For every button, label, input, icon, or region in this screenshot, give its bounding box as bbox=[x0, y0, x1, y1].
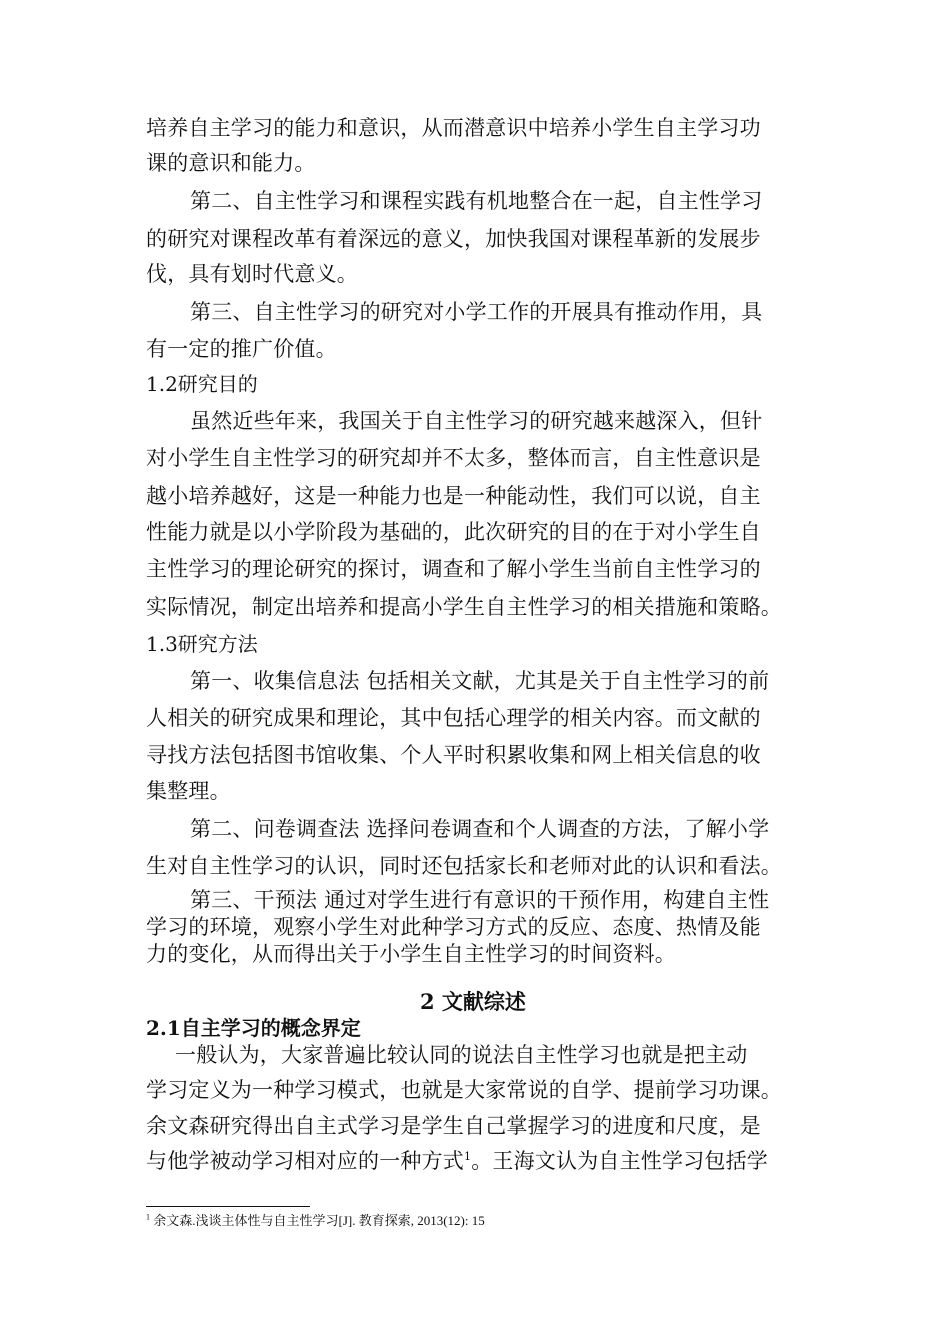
paragraph-line: 学习定义为一种学习模式，也就是大家常说的自学、提前学习功课。 bbox=[146, 1078, 782, 1102]
paragraph-line: 主性学习的理论研究的探讨，调查和了解小学生当前自主性学习的 bbox=[146, 557, 761, 581]
paragraph-line: 余文森研究得出自主式学习是学生自己掌握学习的进度和尺度，是 bbox=[146, 1114, 761, 1138]
paragraph-line: 寻找方法包括图书馆收集、个人平时积累收集和网上相关信息的收 bbox=[146, 743, 761, 767]
paragraph-line: 的研究对课程改革有着深远的意义，加快我国对课程革新的发展步 bbox=[146, 227, 761, 251]
paragraph-line: 课的意识和能力。 bbox=[146, 151, 316, 175]
paragraph-text: 与他学被动学习相对应的一种方式 bbox=[146, 1149, 464, 1173]
paragraph-line: 第一、收集信息法 包括相关文献，尤其是关于自主性学习的前 bbox=[190, 669, 770, 693]
paragraph-line: 第三、干预法 通过对学生进行有意识的干预作用，构建自主性 bbox=[190, 888, 770, 912]
paragraph-line: 对小学生自主性学习的研究却并不太多，整体而言，自主性意识是 bbox=[146, 446, 761, 470]
section-heading-1-2: 1.2研究目的 bbox=[146, 372, 258, 396]
paragraph-line: 实际情况，制定出培养和提高小学生自主性学习的相关措施和策略。 bbox=[146, 595, 782, 619]
section-heading-1-3: 1.3研究方法 bbox=[146, 632, 258, 656]
paragraph-line: 人相关的研究成果和理论，其中包括心理学的相关内容。而文献的 bbox=[146, 706, 761, 730]
paragraph-line: 第二、自主性学习和课程实践有机地整合在一起，自主性学习 bbox=[190, 189, 763, 213]
section-heading-2-1: 2.1自主学习的概念界定 bbox=[146, 1016, 361, 1040]
paragraph-text: 。王海文认为自主性学习包括学 bbox=[471, 1149, 769, 1173]
paragraph-line: 学习的环境，观察小学生对此种学习方式的反应、态度、热情及能 bbox=[146, 915, 761, 939]
footnote bbox=[146, 1213, 485, 1229]
paragraph-line: 生对自主性学习的认识，同时还包括家长和老师对此的认识和看法。 bbox=[146, 854, 782, 878]
paragraph-line: 第三、自主性学习的研究对小学工作的开展具有推动作用，具 bbox=[190, 300, 763, 324]
paragraph-line: 培养自主学习的能力和意识，从而潜意识中培养小学生自主学习功 bbox=[146, 116, 761, 140]
paragraph-line: 第二、问卷调查法 选择问卷调查和个人调查的方法，了解小学 bbox=[190, 817, 770, 841]
paragraph-line: 有一定的推广价值。 bbox=[146, 337, 337, 361]
paragraph-line: 一般认为，大家普遍比较认同的说法自主性学习也就是把主动 bbox=[175, 1043, 748, 1067]
footnote-separator bbox=[146, 1206, 310, 1207]
paragraph-line: 集整理。 bbox=[146, 779, 231, 803]
chapter-title: 2 文献综述 bbox=[420, 989, 526, 1014]
footnote-mark: 1 bbox=[146, 1212, 150, 1222]
paragraph-line bbox=[146, 1146, 768, 1176]
paragraph-line: 伐，具有划时代意义。 bbox=[146, 262, 358, 286]
paragraph-line: 性能力就是以小学阶段为基础的，此次研究的目的在于对小学生自 bbox=[146, 520, 761, 544]
paragraph-line: 力的变化，从而得出关于小学生自主性学习的时间资料。 bbox=[146, 942, 676, 966]
footnote-text: 余文森.浅谈主体性与自主性学习[J]. 教育探索, 2013(12): 15 bbox=[150, 1213, 485, 1228]
paragraph-line: 越小培养越好，这是一种能力也是一种能动性，我们可以说，自主 bbox=[146, 484, 761, 508]
footnote-reference[interactable]: 1 bbox=[464, 1150, 472, 1163]
paragraph-line: 虽然近些年来，我国关于自主性学习的研究越来越深入，但针 bbox=[190, 409, 763, 433]
